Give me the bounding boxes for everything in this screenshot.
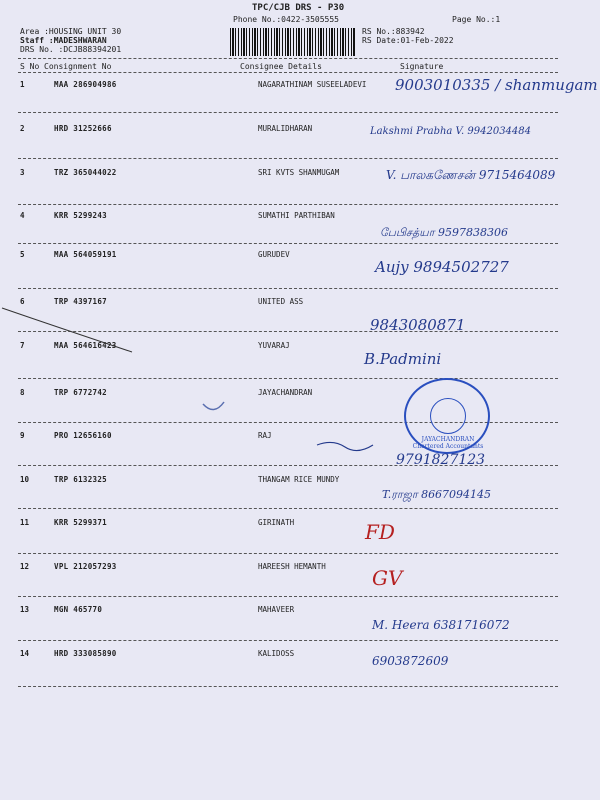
table-row — [0, 211, 600, 231]
row-consignee: MAHAVEER — [258, 605, 295, 614]
signature-3: V. பாலகணேசன் 9715464089 — [386, 168, 556, 182]
row-divider — [18, 288, 558, 289]
row-divider — [18, 243, 558, 244]
row-consignment: TRP 6132325 — [54, 475, 107, 484]
col-consignment: Consignment No — [44, 62, 112, 71]
row-consignment: HRD 31252666 — [54, 124, 112, 133]
pen-stroke-mark — [0, 300, 140, 360]
table-row — [0, 388, 600, 408]
row-consignee: SRI KVTS SHANMUGAM — [258, 168, 340, 177]
row-sno: 1 — [20, 80, 25, 89]
row-sno: 10 — [20, 475, 30, 484]
row-consignee: HAREESH HEMANTH — [258, 562, 326, 571]
rs-number: RS No.:883942 — [362, 27, 425, 36]
row-consignment: KRR 5299243 — [54, 211, 107, 220]
header-rule-top — [18, 58, 558, 59]
row-consignee: SUMATHI PARTHIBAN — [258, 211, 335, 220]
col-consignee: Consignee Details — [240, 62, 322, 71]
row-consignment: TRP 4397167 — [54, 297, 107, 306]
drs-number: DRS No. :DCJB88394201 — [20, 45, 122, 54]
header-rule-bottom — [18, 72, 558, 73]
signature-5: Aujy 9894502727 — [375, 258, 509, 276]
signature-1: 9003010335 / shanmugam — [395, 76, 598, 94]
row-sno: 5 — [20, 250, 25, 259]
col-sno: S No — [20, 62, 40, 71]
pen-tick-mark — [200, 398, 230, 418]
row-consignee: GURUDEV — [258, 250, 290, 259]
row-divider — [18, 553, 558, 554]
row-consignee: THANGAM RICE MUNDY — [258, 475, 340, 484]
row-consignee: MURALIDHARAN — [258, 124, 313, 133]
row-consignee: UNITED ASS — [258, 297, 304, 306]
signature-9: 9791827123 — [396, 452, 486, 468]
staff-label: Staff :MADESHWARAN — [20, 36, 107, 45]
table-row — [0, 250, 600, 270]
row-sno: 14 — [20, 649, 30, 658]
row-consignee: GIRINATH — [258, 518, 295, 527]
signature-11: FD — [365, 520, 395, 544]
row-consignee: NAGARATHINAM SUSEELADEVI — [258, 80, 367, 89]
table-row — [0, 562, 600, 582]
row-divider — [18, 508, 558, 509]
row-sno: 6 — [20, 297, 25, 306]
row-consignment: MAA 564059191 — [54, 250, 117, 259]
row-sno: 11 — [20, 518, 30, 527]
row-consignee: RAJ — [258, 431, 272, 440]
row-divider — [18, 596, 558, 597]
signature-4: பேபிசத்யா 9597838306 — [380, 226, 508, 239]
row-consignment: TRP 6772742 — [54, 388, 107, 397]
table-row — [0, 649, 600, 669]
row-consignment: MAA 286904986 — [54, 80, 117, 89]
report-title: TPC/CJB DRS - P30 — [252, 3, 345, 13]
row-sno: 7 — [20, 341, 25, 350]
page-number: Page No.:1 — [452, 15, 501, 24]
col-signature: Signature — [400, 62, 444, 71]
table-row — [0, 518, 600, 538]
row-sno: 9 — [20, 431, 25, 440]
row-consignee: KALIDOSS — [258, 649, 295, 658]
row-consignee: JAYACHANDRAN — [258, 388, 313, 397]
row-sno: 2 — [20, 124, 25, 133]
signature-13: M. Heera 6381716072 — [372, 618, 510, 632]
row-sno: 13 — [20, 605, 30, 614]
table-row — [0, 605, 600, 625]
row-sno: 3 — [20, 168, 25, 177]
row-divider — [18, 158, 558, 159]
table-row — [0, 431, 600, 451]
pen-scribble-mark — [315, 435, 375, 455]
rs-date: RS Date:01-Feb-2022 — [362, 36, 454, 45]
row-consignment: VPL 212057293 — [54, 562, 117, 571]
row-sno: 8 — [20, 388, 25, 397]
row-divider — [18, 112, 558, 113]
barcode — [230, 28, 355, 56]
stamp-text: JAYACHANDRAN Chartered Accountants — [412, 436, 484, 450]
signature-10: T.ராஜா 8667094145 — [382, 488, 492, 501]
row-consignee: YUVARAJ — [258, 341, 290, 350]
area-label: Area :HOUSING UNIT 30 — [20, 27, 122, 36]
row-divider — [18, 204, 558, 205]
row-consignment: KRR 5299371 — [54, 518, 107, 527]
row-divider — [18, 378, 558, 379]
row-sno: 12 — [20, 562, 30, 571]
signature-12: GV — [372, 566, 403, 590]
row-consignment: MAA 564616423 — [54, 341, 117, 350]
row-consignment: TRZ 365044022 — [54, 168, 117, 177]
row-sno: 4 — [20, 211, 25, 220]
stamp-inner-ring — [430, 398, 466, 434]
signature-14: 6903872609 — [372, 654, 449, 668]
phone-number: Phone No.:0422-3505555 — [233, 15, 339, 24]
signature-2: Lakshmi Prabha V. 9942034484 — [370, 126, 532, 137]
row-consignment: HRD 333085890 — [54, 649, 117, 658]
row-consignment: MGN 465770 — [54, 605, 103, 614]
chartered-accountant-stamp — [404, 378, 490, 454]
row-consignment: PRO 12656160 — [54, 431, 112, 440]
signature-6: 9843080871 — [370, 316, 466, 334]
row-divider — [18, 686, 558, 687]
row-divider — [18, 640, 558, 641]
signature-7: B.Padmini — [364, 350, 442, 368]
